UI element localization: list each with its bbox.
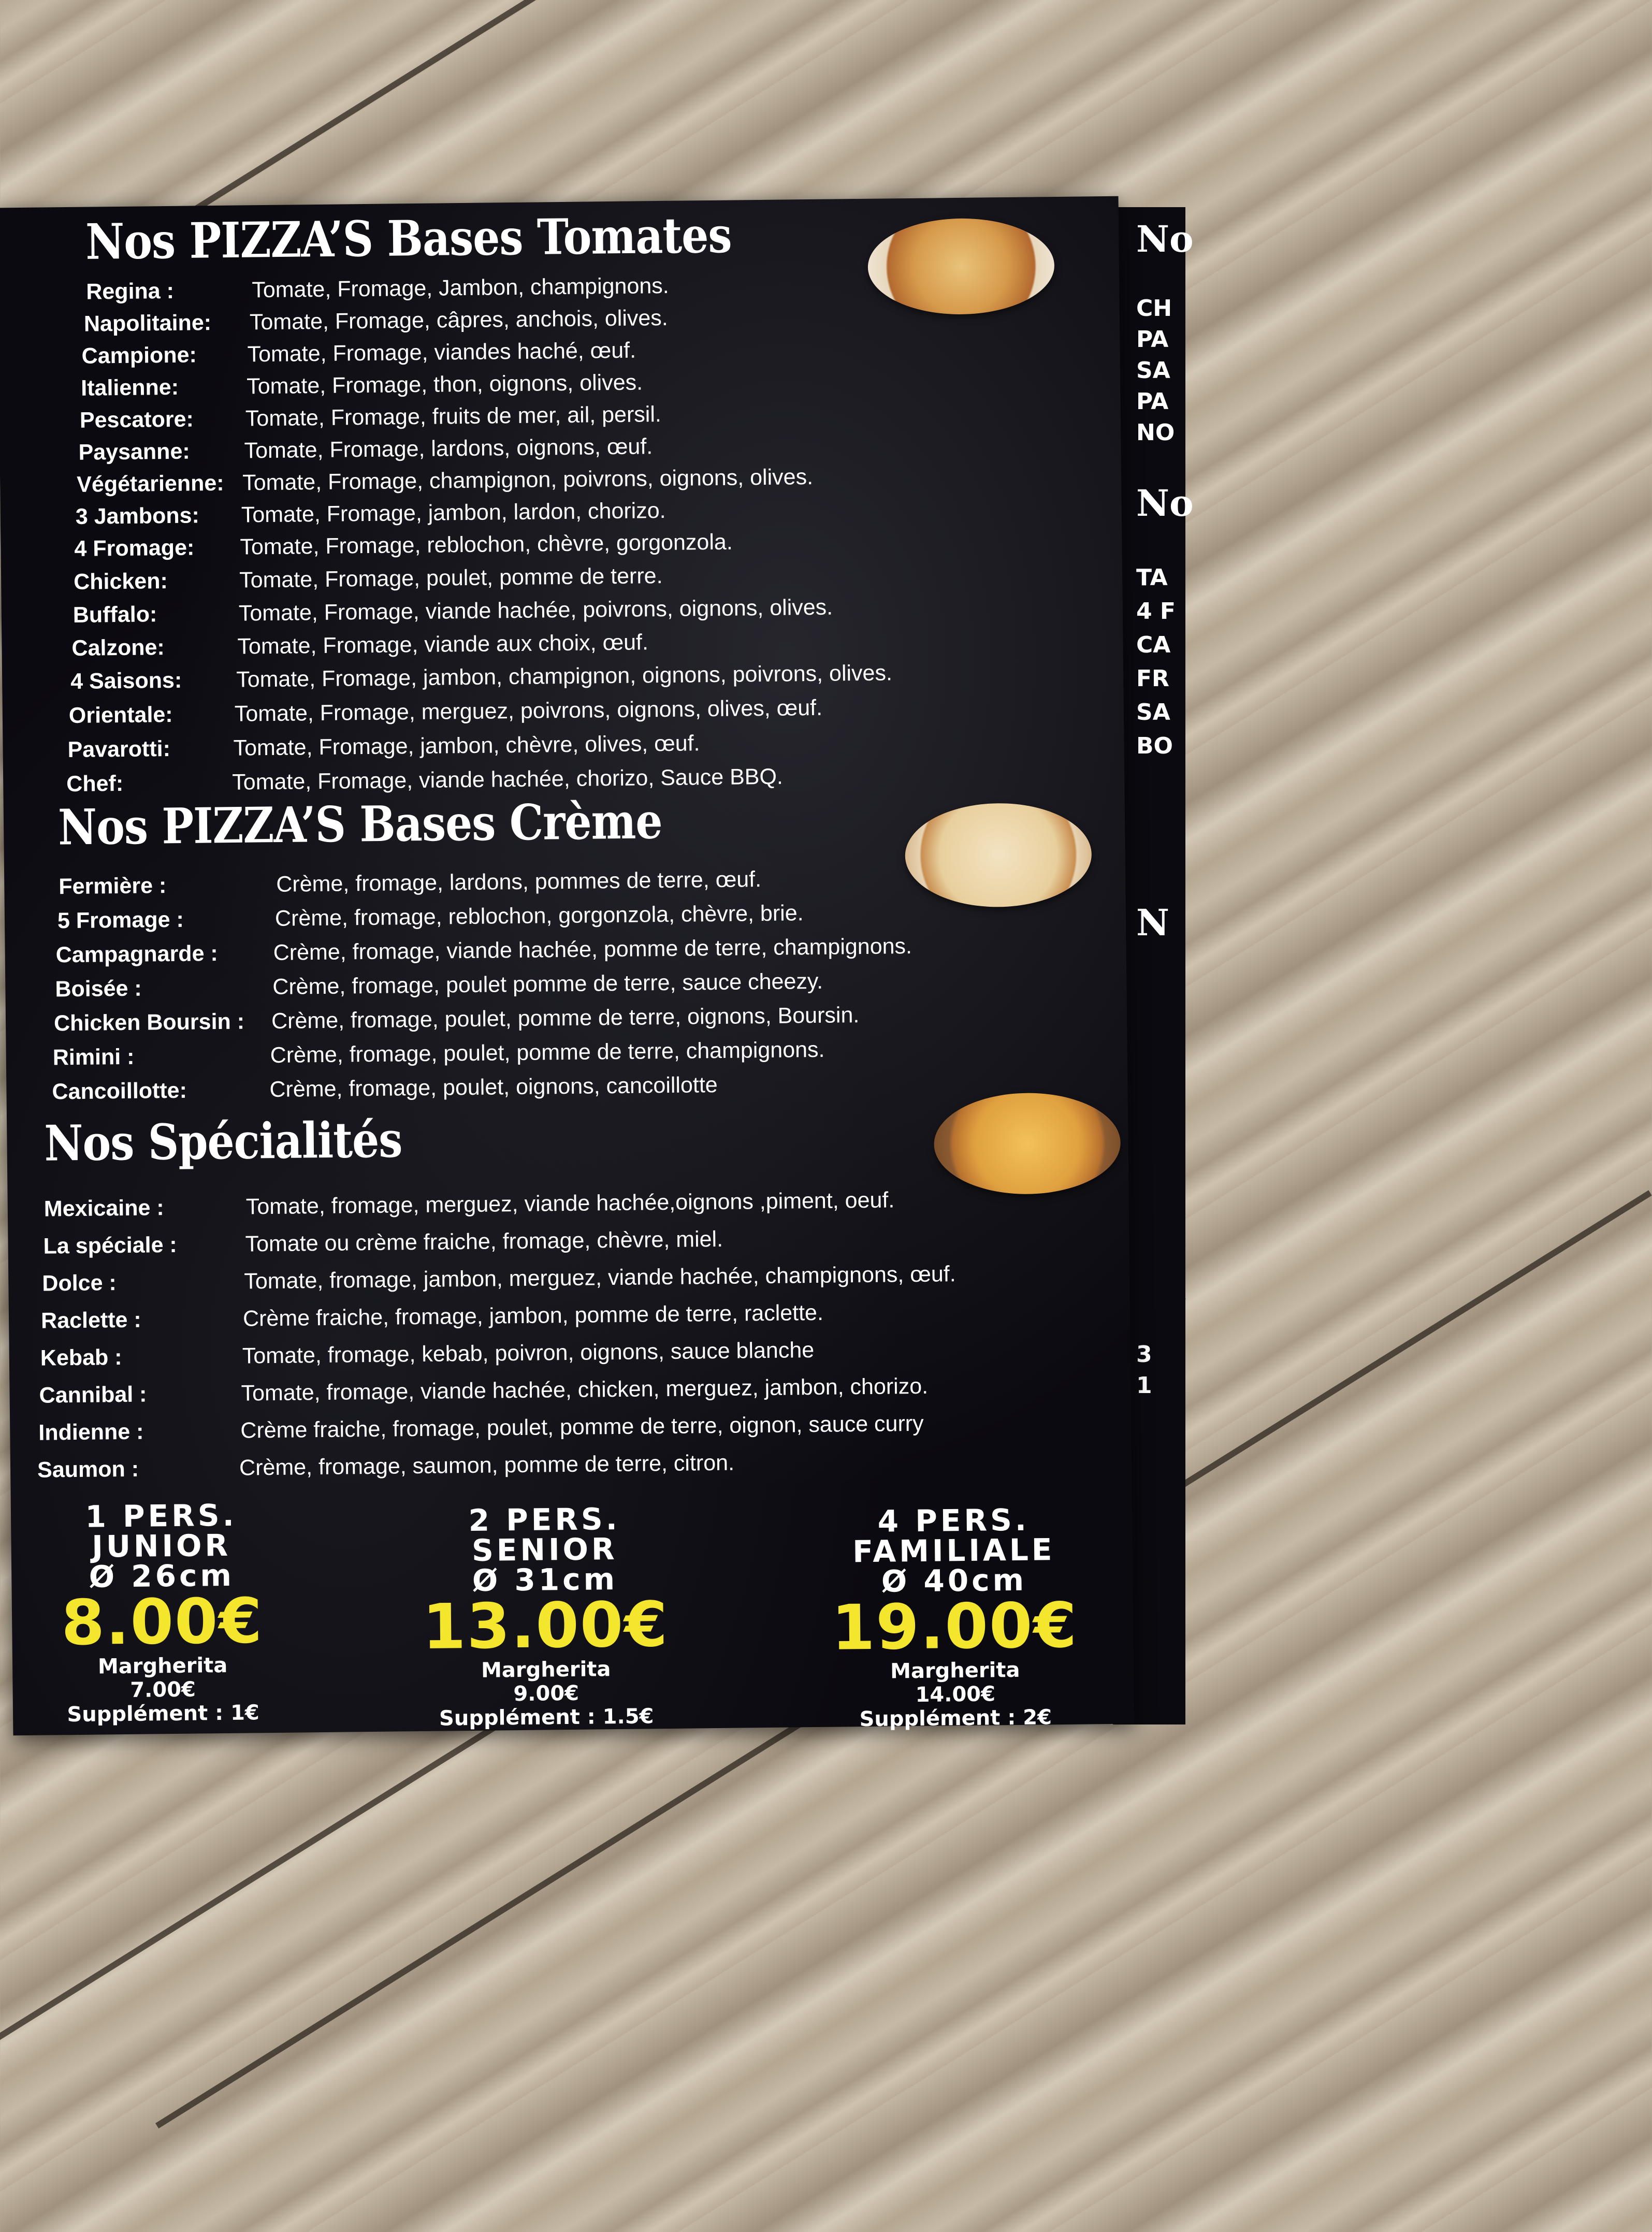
side-text: SA <box>1136 699 1170 726</box>
side-text: NO <box>1136 419 1175 446</box>
size-diameter: Ø 40cm <box>881 1562 1027 1599</box>
side-text: N <box>1136 901 1169 944</box>
size-name: SENIOR <box>471 1531 618 1568</box>
side-text: No <box>1136 482 1194 525</box>
tomate-list: Regina : Tomate, Fromage, Jambon, champignons. Napolitaine: Tomate, Fromage, câpres, anchois, olives. Campione: Tomate, Fromage, viandes haché, œuf. Italienne: Tomate, Fromage, thon, oignons, olives. Pescatore: Tomate, Fromage, fruits de mer, ail, persil. Paysanne: Tomate, Fromage, lardons, oignons, œuf. Végétarienne: Tomate, Fromage, champignon, poivrons, oignons, olives. 3 Jambons: Tomate, Fromage, jambon, lardon, chorizo. 4 Fromage: Tomate, Fromage, reblochon, chèvre, gorgonzola. Chicken: Tomate, Fromage, poulet, pomme de terre. Buffalo: Tomate, Fromage, viande hachée, poivrons, oignons, olives. Calzone: Tomate, Fromage, viande aux choix, œuf. 4 Saisons: Tomate, Fromage, jambon, champignon, oignons, poivrons, olives. Orientale: Tomate, Fromage, merguez, poivrons, oignons, olives, œuf. Pavarotti: Tomate, Fromage, jambon, chèvre, olives, œuf. Chef: Tomate, Fromage, viande hachée, chorizo, Sauce BBQ. <box>66 273 893 797</box>
size-senior <box>384 1503 707 1731</box>
pizza-specialite-image <box>934 1092 1121 1195</box>
side-text: TA <box>1136 564 1168 591</box>
side-text: 1 <box>1136 1372 1152 1399</box>
margherita-price: 9.00€ <box>513 1681 579 1706</box>
size-name: FAMILIALE <box>852 1532 1055 1570</box>
section-title-creme: Nos PIZZA’S Bases Crème <box>57 792 663 857</box>
creme-list: Fermière : Crème, fromage, lardons, pommes de terre, œuf. 5 Fromage : Crème, fromage, reblochon, gorgonzola, chèvre, brie. Campagnarde : Crème, fromage, viande hachée, pomme de terre, champignons. Boisée : Crème, fromage, poulet pomme de terre, sauce cheezy. Chicken Boursin : Crème, fromage, poulet, pomme de terre, oignons, Boursin. Rimini : Crème, fromage, poulet, pomme de terre, champignons. Cancoillotte: Crème, fromage, poulet, oignons, cancoillotte <box>52 867 912 1105</box>
side-text: No <box>1136 218 1194 260</box>
section-title-tomate: Nos PIZZA’S Bases Tomates <box>85 207 732 271</box>
side-text: PA <box>1136 388 1169 415</box>
supplement-price: Supplément : 2€ <box>859 1705 1052 1732</box>
side-text: PA <box>1136 326 1169 353</box>
margherita-label: Margherita <box>890 1658 1020 1684</box>
pizza-menu-card <box>0 196 1134 1736</box>
supplement-price: Supplément : 1€ <box>67 1701 259 1727</box>
supplement-price: Supplément : 1.5€ <box>439 1704 654 1731</box>
size-junior <box>21 1499 303 1727</box>
pizza-creme-image <box>905 802 1092 908</box>
pizza-tomate-image <box>867 218 1055 315</box>
side-text: CA <box>1136 632 1171 658</box>
specialites-list: Mexicaine : Tomate, fromage, merguez, viande hachée,oignons ,piment, oeuf. La spéciale : Tomate ou crème fraiche, fromage, chèvre, miel. Dolce : Tomate, fromage, jambon, merguez, viande hachée, champignons, œuf. Raclette : Crème fraiche, fromage, jambon, pomme de terre, raclette. Kebab : Tomate, fromage, kebab, poivron, oignons, sauce blanche Cannibal : Tomate, fromage, viande hachée, chicken, merguez, jambon, chorizo. Indienne : Crème fraiche, fromage, poulet, pomme de terre, oignon, sauce curry Saumon : Crème, fromage, saumon, pomme de terre, citron. <box>37 1187 956 1483</box>
size-name: JUNIOR <box>91 1527 231 1564</box>
size-persons: 2 PERS. <box>468 1501 621 1539</box>
side-text: SA <box>1136 357 1170 384</box>
size-familiale <box>788 1504 1122 1732</box>
size-price: 13.00€ <box>422 1588 669 1663</box>
section-title-specialites: Nos Spécialités <box>44 1111 402 1172</box>
margherita-price: 14.00€ <box>915 1682 996 1707</box>
size-price: 19.00€ <box>831 1589 1078 1664</box>
size-price: 8.00€ <box>61 1585 264 1660</box>
size-diameter: Ø 31cm <box>472 1561 618 1598</box>
size-persons: 1 PERS. <box>85 1497 238 1534</box>
side-text: BO <box>1136 733 1173 759</box>
size-persons: 4 PERS. <box>877 1502 1030 1539</box>
side-text: 3 <box>1136 1341 1152 1368</box>
side-text: 4 F <box>1136 598 1176 625</box>
size-diameter: Ø 26cm <box>89 1557 235 1595</box>
margherita-label: Margherita <box>481 1657 611 1683</box>
margherita-price: 7.00€ <box>130 1677 196 1702</box>
side-text: CH <box>1136 295 1172 322</box>
side-text: FR <box>1136 665 1169 692</box>
margherita-label: Margherita <box>97 1653 228 1679</box>
